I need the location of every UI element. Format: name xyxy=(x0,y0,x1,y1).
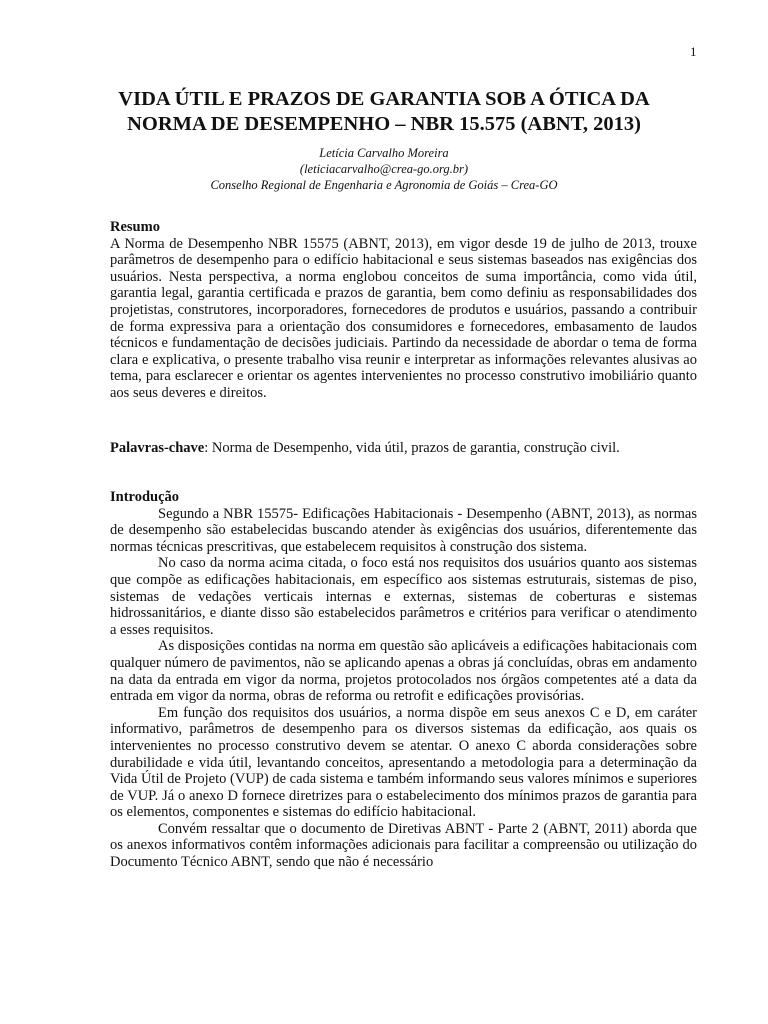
keywords-line xyxy=(110,440,697,457)
introduction-section xyxy=(110,489,697,871)
title-line-1: VIDA ÚTIL E PRAZOS DE GARANTIA SOB A ÓTICA DA xyxy=(118,88,650,110)
keywords-text: : Norma de Desempenho, vida útil, prazos de garantia, construção civil. xyxy=(204,440,620,456)
author-email: (leticiacarvalho@crea-go.org.br) xyxy=(299,162,469,176)
abstract-heading: Resumo xyxy=(110,219,160,235)
author-block xyxy=(0,145,768,193)
intro-paragraph: No caso da norma acima citada, o foco está nos requisitos dos usuários quanto aos sistemas que compõe as edificações habitacionais, em específico aos sistemas estruturais, sistemas de piso, sistemas de vedações verticais internas e externas, sistemas de coberturas e sistemas hidrossanitários, e diante disso são estabelecidos parâmetros e critérios para verificar o atendimento a esses requisitos. xyxy=(110,555,697,638)
paper-title xyxy=(0,87,768,137)
abstract-section xyxy=(110,219,697,402)
intro-paragraph: Convém ressaltar que o documento de Diretivas ABNT - Parte 2 (ABNT, 2011) aborda que os anexos informativos contêm informações adicionais para facilitar a compreensão ou utilização do Documento Técnico ABNT, sendo que não é necessário xyxy=(110,820,697,871)
introduction-heading: Introdução xyxy=(110,489,180,505)
intro-paragraph: As disposições contidas na norma em questão são aplicáveis a edificações habitacionais com qualquer número de pavimentos, não se aplicando apenas a obras já concluídas, obras em andamento na data da entrada em vigor da norma, projetos protocolados nos órgãos competentes até a data da entrada em vigor da norma, obras de reforma ou retrofit e edificações provisórias. xyxy=(110,638,697,705)
abstract-text: A Norma de Desempenho NBR 15575 (ABNT, 2013), em vigor desde 19 de julho de 2013, trouxe parâmetros de desempenho para o edifício habitacional e seus sistemas baseados nas exigências dos usuários. Nesta perspectiva, a norma englobou conceitos de suma importância, como vida útil, garantia legal, garantia certificada e prazos de garantia, bem como definiu as responsabilidades dos projetistas, construtores, incorporadores, fornecedores de produtos e usuários, passando a contribuir de forma expressiva para a orientação dos consumidores e fornecedores, embasamento de laudos técnicos e fundamentação de decisões judiciais. Partindo da necessidade de abordar o tema de forma clara e explicativa, o presente trabalho visa reunir e interpretar as informações relevantes alusivas ao tema, para esclarecer e orientar os agentes intervenientes no processo construtivo imobiliário quanto aos seus deveres e direitos. xyxy=(110,235,697,401)
keywords-label: Palavras-chave xyxy=(110,440,205,456)
page-number: 1 xyxy=(690,44,697,59)
keywords-section xyxy=(110,440,697,457)
intro-paragraph: Segundo a NBR 15575- Edificações Habitacionais - Desempenho (ABNT, 2013), as normas de desempenho são estabelecidas buscando atender às exigências dos usuários, diferentemente das normas técnicas prescritivas, que estabelecem requisitos à construção dos sistema. xyxy=(110,505,697,555)
intro-paragraph: Em função dos requisitos dos usuários, a norma dispõe em seus anexos C e D, em caráter informativo, parâmetros de desempenho para os diversos sistemas da edificação, aos quais os intervenientes no processo construtivo devem se atentar. O anexo C aborda considerações sobre durabilidade e vida útil, levantando conceitos, apresentando a metodologia para a determinação da Vida Útil de Projeto (VUP) de cada sistema e também informando seus valores mínimos e superiores de VUP. Já o anexo D fornece diretrizes para o estabelecimento dos mínimos prazos de garantia para os elementos, componentes e sistemas do edifício habitacional. xyxy=(110,704,697,821)
title-line-2: NORMA DE DESEMPENHO – NBR 15.575 (ABNT, 2013) xyxy=(127,113,641,135)
author-name: Letícia Carvalho Moreira xyxy=(319,146,449,160)
author-affiliation: Conselho Regional de Engenharia e Agronomia de Goiás – Crea-GO xyxy=(210,178,558,192)
